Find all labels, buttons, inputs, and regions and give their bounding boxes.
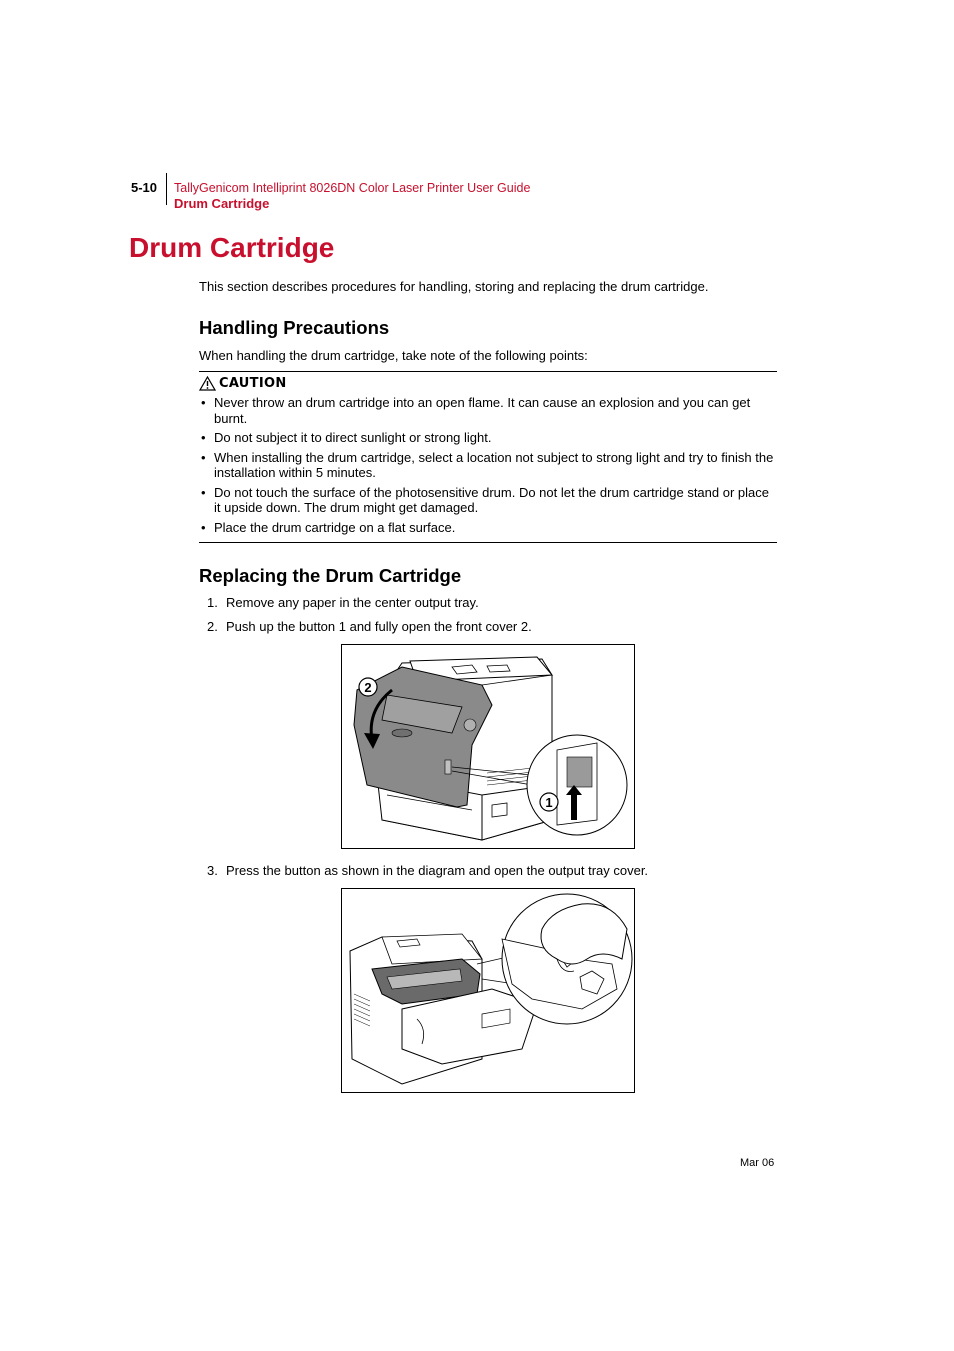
replacing-heading: Replacing the Drum Cartridge	[199, 565, 462, 586]
callout-2: 2	[364, 680, 372, 695]
step-item	[207, 619, 777, 635]
warning-triangle-icon	[199, 376, 216, 391]
printer-front-cover-illustration	[342, 645, 634, 848]
step-number: 3.	[207, 863, 218, 878]
footer-date: Mar 06	[740, 1157, 775, 1169]
step-text: Remove any paper in the center output tray.	[226, 595, 479, 610]
handling-heading: Handling Precautions	[199, 317, 390, 338]
caution-header	[199, 376, 287, 391]
caution-list	[199, 395, 777, 539]
button-patch	[567, 757, 592, 787]
step-item	[207, 863, 777, 879]
caution-item: • Place the drum cartridge on a flat surface.	[199, 520, 777, 536]
caution-bottom-rule	[199, 542, 777, 543]
caution-label: CAUTION	[219, 376, 287, 391]
step-text: Press the button as shown in the diagram and open the output tray cover.	[226, 863, 649, 878]
step-number: 1.	[207, 595, 218, 610]
step-number: 2.	[207, 619, 218, 634]
intro-paragraph: This section describes procedures for handling, storing and replacing the drum cartridge.	[199, 279, 709, 294]
caution-item: • Do not touch the surface of the photosensitive drum. Do not let the drum cartridge stand or place it upside down. The drum might get damaged.	[199, 485, 777, 516]
caution-item: • Do not subject it to direct sunlight or strong light.	[199, 430, 777, 446]
header-divider	[166, 173, 167, 205]
handling-lead: When handling the drum cartridge, take note of the following points:	[199, 348, 588, 363]
callout-1: 1	[545, 795, 553, 810]
caution-item: • Never throw an drum cartridge into an open flame. It can cause an explosion and you can get burnt.	[199, 395, 777, 426]
running-section-name: Drum Cartridge	[174, 196, 270, 211]
guide-title: TallyGenicom Intelliprint 8026DN Color Laser Printer User Guide	[174, 181, 531, 195]
page-number: 5-10	[131, 180, 158, 195]
caution-item: • When installing the drum cartridge, select a location not subject to strong light and try to finish the installation within 5 minutes.	[199, 450, 777, 481]
page-title: Drum Cartridge	[129, 232, 335, 263]
figure-open-front-cover	[341, 644, 635, 849]
step-item	[207, 595, 777, 611]
steps-list-b	[207, 863, 777, 887]
step-text: Push up the button 1 and fully open the front cover 2.	[226, 619, 532, 634]
steps-list-a	[207, 595, 777, 643]
printer-output-tray-illustration	[342, 889, 634, 1092]
caution-top-rule	[199, 371, 777, 372]
figure-open-output-tray	[341, 888, 635, 1093]
